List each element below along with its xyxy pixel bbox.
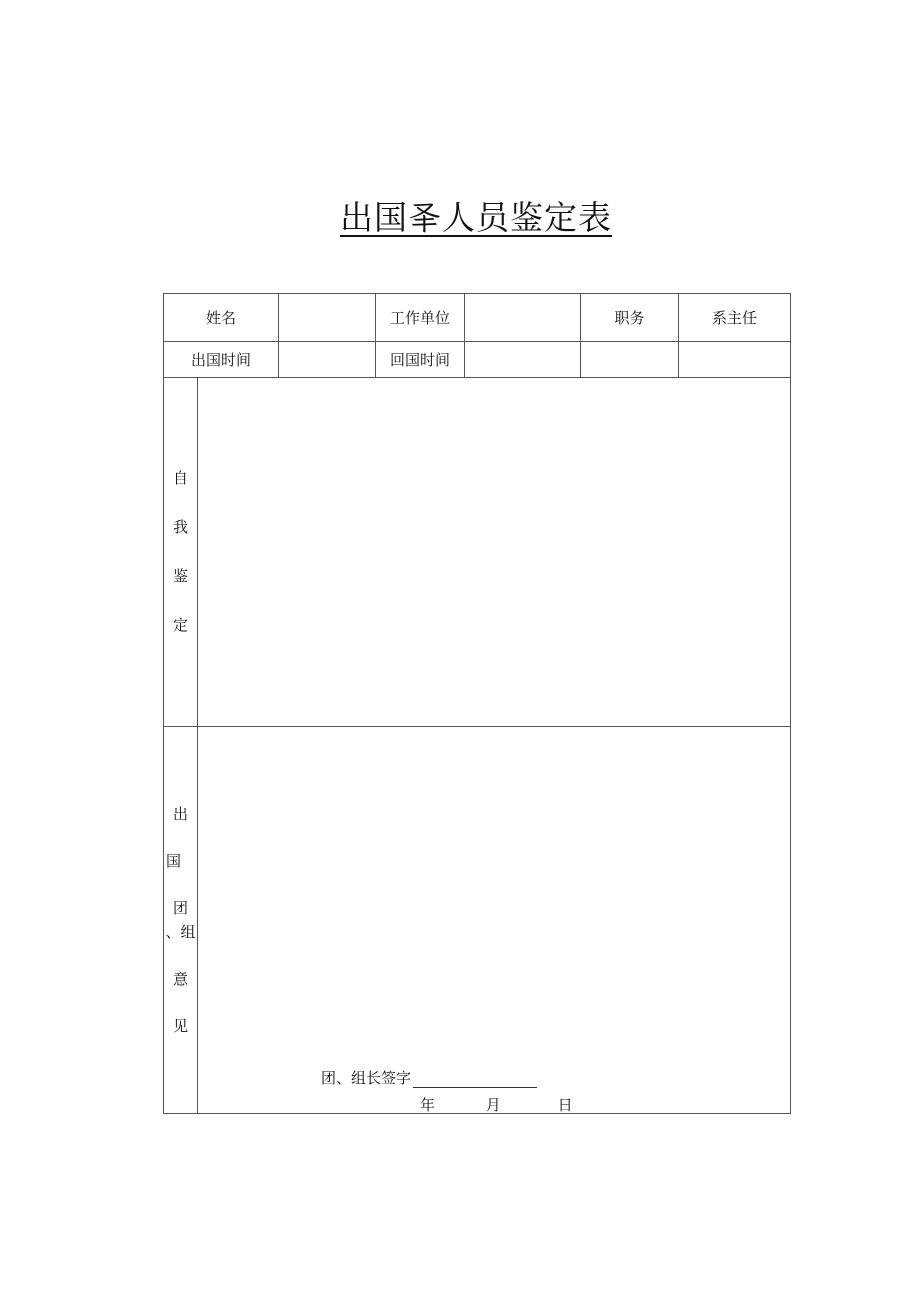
self-evaluation-label-chars	[164, 454, 197, 650]
return-time-field[interactable]	[465, 342, 581, 378]
departure-time-field[interactable]	[279, 342, 376, 378]
name-field[interactable]	[279, 294, 376, 342]
work-unit-field[interactable]	[465, 294, 581, 342]
extra-field-1[interactable]	[581, 342, 679, 378]
header-row-1	[164, 294, 791, 342]
return-time-label: 回国时间	[376, 342, 465, 378]
label-char: 我	[172, 518, 188, 536]
label-char: 意	[172, 970, 188, 988]
date-month-label: 月	[485, 1096, 501, 1114]
self-evaluation-label	[164, 378, 198, 727]
label-char: 见	[172, 1017, 188, 1035]
page-title	[0, 196, 920, 240]
group-opinion-label	[164, 727, 198, 1114]
signature-line	[321, 1067, 537, 1088]
date-line	[420, 1094, 573, 1115]
group-opinion-label-chars	[164, 802, 197, 1038]
self-evaluation-row	[164, 378, 791, 727]
label-char: 团	[172, 899, 188, 917]
label-char: 出	[172, 805, 188, 823]
departure-time-label: 出国时间	[164, 342, 279, 378]
name-label: 姓名	[164, 294, 279, 342]
position-label: 职务	[581, 294, 679, 342]
self-evaluation-content[interactable]	[198, 378, 791, 727]
label-char: 鉴	[172, 567, 188, 585]
group-opinion-row	[164, 727, 791, 1114]
date-day-label: 日	[557, 1096, 573, 1114]
extra-field-2[interactable]	[679, 342, 791, 378]
signature-label: 团、组长签字	[321, 1069, 412, 1087]
position-field[interactable]: 系主任	[679, 294, 791, 342]
label-char: 定	[172, 616, 188, 634]
page-title-text: 出国𠬤人员鉴定表	[340, 198, 612, 237]
group-opinion-content[interactable]	[198, 727, 791, 1114]
work-unit-label: 工作单位	[376, 294, 465, 342]
label-char: 自	[172, 469, 188, 487]
header-row-2	[164, 342, 791, 378]
signature-blank[interactable]	[413, 1072, 537, 1088]
appraisal-form-table	[163, 293, 791, 1114]
label-char: 国	[166, 852, 182, 870]
date-year-label: 年	[420, 1096, 436, 1114]
label-char: 、组	[165, 923, 196, 941]
